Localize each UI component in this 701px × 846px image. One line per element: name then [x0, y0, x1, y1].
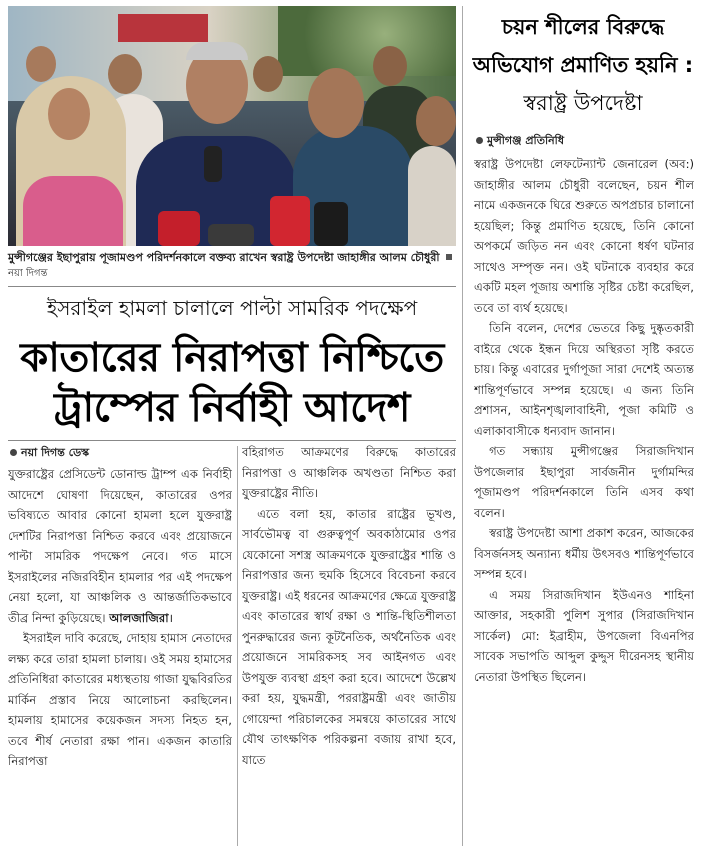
paragraph: এ সময় সিরাজদিখান ইউএনও শাহিনা আক্তার, সহকারী পুলিশ সুপার (সিরাজদিখান সার্কেল) মো: ইব্রাহীম, উপজেলা বিএনপির সাবেক সভাপতি আব্দুল কুদ্দুস দীরেনসহ স্থানীয় নেতারা উপস্থিত ছিলেন। — [474, 587, 694, 684]
photo-credit: নয়া দিগন্ত — [8, 268, 48, 279]
paragraph: এতে বলা হয়, কাতার রাষ্ট্রের ভূখণ্ড, সার্বভৌমত্ব বা গুরুত্বপূর্ণ অবকাঠামোর ওপর যেকোনো সশস্ত্র আক্রমণকে যুক্তরাষ্ট্রের শান্তি ও নিরাপত্তার জন্য হুমকি হিসেবে বিবেচনা করবে যুক্তরাষ্ট্র। এই ধরনের আক্রমণের ক্ষেত্রে যুক্তরাষ্ট্র এবং কাতারের স্বার্থ রক্ষা ও শান্তি-স্থিতিশীলতা পুনরুদ্ধারের জন্য কূটনৈতিক, অর্থনৈতিক এবং প্রয়োজনে সামরিকসহ সব আইনগত এবং উপযুক্ত ব্যবস্থা গ্রহণ করা হবে। আদেশে উল্লেখ করা হয়, যুদ্ধমন্ত্রী, পররাষ্ট্রমন্ত্রী এবং জাতীয় গোয়েন্দা পরিচালকের সমন্বয়ে কাতারের সাথে যৌথ তাৎক্ষণিক পরিকল্পনা বজায় রাখা হবে, যাতে — [242, 506, 456, 767]
side-headline-main: চয়ন শীলের বিরুদ্ধে অভিযোগ প্রমাণিত হয়নি : — [472, 15, 694, 77]
news-photo — [8, 6, 456, 246]
bullet-icon — [476, 137, 483, 144]
kicker: ইসরাইল হামলা চালালে পাল্টা সামরিক পদক্ষেপ — [46, 296, 418, 320]
source-label: আলজাজিরা — [109, 610, 169, 625]
headline-line-2: ট্রাম্পের নির্বাহী আদেশ — [54, 385, 410, 431]
column-divider — [237, 446, 238, 846]
paragraph: তিনি বলেন, দেশের ভেতরে কিছু দুষ্কৃতকারী বাইরে থেকে ইন্ধন দিয়ে অস্থিরতা সৃষ্টি করতে চায়। কিন্তু এবারের দুর্গাপূজা সারা দেশেই অত্যন্ত শান্তিপূর্ণভাবে সম্পন্ন হয়েছে। এ জন্য তিনি প্রশাসন, আইনশৃঙ্খলাবাহিনী, পূজা কমিটি ও এলাকাবাসীকে ধন্যবাদ জানান। — [474, 321, 694, 438]
square-icon — [446, 254, 452, 260]
side-headline — [470, 8, 696, 122]
paragraph: বহিরাগত আক্রমণের বিরুদ্ধে কাতারের নিরাপত্তা ও আঞ্চলিক অখণ্ডতা নিশ্চিত করা যুক্তরাষ্ট্রের নীতি। — [242, 445, 456, 500]
main-column-2 — [242, 442, 456, 846]
divider — [8, 440, 456, 441]
paragraph: ইসরাইল দাবি করেছে, দোহায় হামাস নেতাদের লক্ষ্য করে তারা হামলা চালায়। ওই সময় হামাসের প্রতিনিধিরা কাতারের মধ্যস্থতায় গাজা যুদ্ধবিরতির মার্কিন প্রস্তাব নিয়ে আলোচনা করছিলেন। হামলায় হামাসের কয়েকজন সদস্য নিহত হন, তবে শীর্ষ নেতারা রক্ষা পান। একজন কাতারি নিরাপত্তা — [8, 631, 232, 768]
bullet-icon — [10, 449, 17, 456]
paragraph: স্বরাষ্ট্র উপদেষ্টা আশা প্রকাশ করেন, আজকের বিসর্জনসহ অন্যান্য ধর্মীয় উৎসবও শান্তিপূর্ণভাবে সম্পন্ন হবে। — [474, 526, 694, 581]
paragraph: যুক্তরাষ্ট্রের প্রেসিডেন্ট ডোনাল্ড ট্রাম্প এক নির্বাহী আদেশে ঘোষণা দিয়েছেন, কাতারের ওপর ভবিষ্যতে আবার কোনো হামলা হলে যুক্তরাষ্ট্র দেশটির নিরাপত্তা নিশ্চিত করবে এবং প্রয়োজনে পাল্টা সামরিক পদক্ষেপ নেবে। গত মাসে ইসরাইলের নজিরবিহীন হামলার পর এই পদক্ষেপ নেয়া হলো, যা আঞ্চলিক ও আন্তর্জাতিকভাবে তীব্র নিন্দা কুড়িয়েছে। — [8, 467, 232, 625]
headline-line-1: কাতারের নিরাপত্তা নিশ্চিতে — [20, 335, 444, 381]
paragraph: গত সন্ধ্যায় মুন্সীগঞ্জের সিরাজদিখান উপজেলার ইছাপুরা সার্বজনীন দুর্গামন্দির পূজামণ্ডপ পরিদর্শনকালে তিনি এসব কথা বলেন। — [474, 444, 694, 520]
divider — [8, 286, 456, 287]
caption-text: মুন্সীগঞ্জের ইছাপুরায় পূজামণ্ডপ পরিদর্শনকালে বক্তব্য রাখেন স্বরাষ্ট্র উপদেষ্টা জাহাঙ্গীর আলম চৌধুরী — [8, 251, 440, 264]
side-column — [474, 154, 694, 846]
side-byline — [476, 132, 564, 151]
side-headline-attribution: স্বরাষ্ট্র উপদেষ্টা — [523, 91, 643, 115]
main-byline — [10, 444, 89, 463]
byline-text: মুন্সীগঞ্জ প্রতিনিধি — [487, 134, 564, 147]
paragraph: স্বরাষ্ট্র উপদেষ্টা লেফটেন্যান্ট জেনারেল (অব:) জাহাঙ্গীর আলম চৌধুরী বলেছেন, চয়ন শীল নামে একজনকে ঘিরে শুরুতে অপপ্রচার চালানো হয়েছিল; কিন্তু প্রমাণিত হয়েছে, তিনি কোনো অপকর্মে জড়িত নন এবং কোনো ধর্ষণ ঘটনার সাথেও সম্পৃক্ত নন। ওই ঘটনাকে ব্যবহার করে একটি মহল পূজায় অশান্তি সৃষ্টির চেষ্টা করেছিল, তবে তা ব্যর্থ হয়েছে। — [474, 157, 694, 315]
byline-text: নয়া দিগন্ত ডেস্ক — [21, 446, 90, 459]
main-column-1: যুক্তরাষ্ট্রের প্রেসিডেন্ট ডোনাল্ড ট্রাম্প এক নির্বাহী আদেশে ঘোষণা দিয়েছেন, কাতারের ওপর ভবিষ্যতে আবার কোনো হামলা হলে যুক্তরাষ্ট্র দেশটির নিরাপত্তা নিশ্চিত করবে এবং প্রয়োজনে পাল্টা সামরিক পদক্ষেপ নেবে। গত মাসে ইসরাইলের নজিরবিহীন হামলার পর এই পদক্ষেপ নেয়া হলো, যা আঞ্চলিক ও আন্তর্জাতিকভাবে তীব্র নিন্দা কুড়িয়েছে। আলজাজিরা। ইসরাইল দাবি করেছে, দোহায় হামাস নেতাদের লক্ষ্য করে তারা হামলা চালায়। ওই সময় হামাসের প্রতিনিধিরা কাতারের মধ্যস্থতায় গাজা যুদ্ধবিরতির মার্কিন প্রস্তাব নিয়ে আলোচনা করছিলেন। হামলায় হামাসের কয়েকজন সদস্য নিহত হন, তবে শীর্ষ নেতারা রক্ষা পান। একজন কাতারি নিরাপত্তা — [8, 464, 232, 846]
photo-caption — [8, 250, 456, 281]
column-divider — [462, 6, 463, 846]
